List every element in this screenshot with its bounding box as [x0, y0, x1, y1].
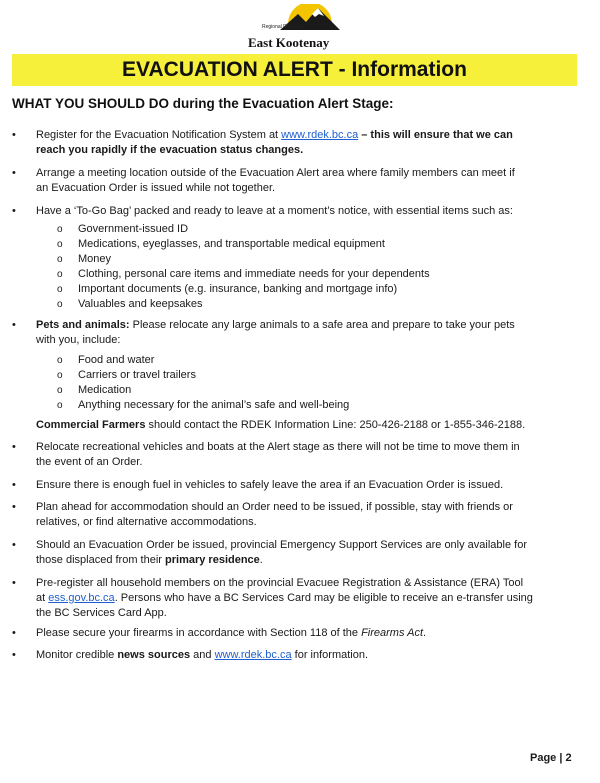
list-item-accommodation	[36, 500, 576, 530]
text: .	[259, 554, 263, 566]
text: the BC Services Card App.	[36, 607, 167, 619]
sub-list-item: Carriers or travel trailers	[78, 369, 196, 381]
logo-name: East Kootenay	[248, 35, 330, 50]
sub-bullet: o	[57, 400, 63, 411]
text: Firearms Act	[361, 627, 424, 639]
text: for information.	[291, 649, 369, 661]
text: – this will ensure that we can	[358, 129, 513, 141]
sub-bullet: o	[57, 299, 63, 310]
bullet: •	[12, 205, 16, 217]
sub-bullet: o	[57, 269, 63, 280]
text: and	[190, 649, 215, 661]
list-item-meeting	[36, 166, 576, 196]
text: Should an Evacuation Order be issued, provincial Emergency Support Services are only available for	[36, 539, 527, 551]
sub-list-item: Money	[78, 253, 112, 265]
bullet: •	[12, 627, 16, 639]
list-item-register	[36, 128, 576, 158]
text: Plan ahead for accommodation should an Order need to be issued, if possible, stay with friends or	[36, 501, 513, 513]
text: Pre-register all household members on the provincial Evacuee Registration & Assistance (ERA) Tool	[36, 577, 524, 589]
list-item-fuel	[36, 478, 576, 493]
text: Pets and animals:	[36, 319, 130, 331]
list-item-rv	[36, 440, 576, 470]
text: Please secure your firearms in accordance with Section 118 of the	[36, 627, 362, 639]
bullet: •	[12, 577, 16, 589]
bullet: •	[12, 167, 16, 179]
sub-list-item: Valuables and keepsakes	[78, 298, 203, 310]
sub-bullet: o	[57, 239, 63, 250]
rdek-logo	[240, 4, 350, 54]
list-item-togo-bag	[36, 204, 576, 219]
text: Please relocate any large animals to a safe area and prepare to take your pets	[129, 319, 515, 331]
text: . Persons who have a BC Services Card may be eligible to receive an e-transfer using	[114, 592, 533, 604]
bullet: •	[12, 441, 16, 453]
rdek-link[interactable]: www.rdek.bc.ca	[281, 129, 359, 141]
sub-list-item: Anything necessary for the animal’s safe and well-being	[78, 399, 350, 411]
mountain-sun-icon	[240, 4, 350, 38]
text: should contact the RDEK Information Line: 250-426-2188 or 1-855-346-2188.	[145, 419, 526, 431]
bullet: •	[12, 649, 16, 661]
sub-list-item: Food and water	[78, 354, 155, 366]
list-item-ess	[36, 538, 576, 568]
page-number: Page | 2	[530, 752, 572, 764]
title-banner: EVACUATION ALERT - Information	[12, 54, 577, 86]
text: at	[36, 592, 49, 604]
section-heading: WHAT YOU SHOULD DO during the Evacuation Alert Stage:	[12, 96, 394, 111]
list-item-era	[36, 576, 576, 621]
commercial-farmers-note	[36, 418, 525, 433]
text: primary residence	[165, 554, 260, 566]
sub-bullet: o	[57, 385, 63, 396]
text: Arrange a meeting location outside of the Evacuation Alert area where family members can meet if	[36, 167, 515, 179]
sub-bullet: o	[57, 370, 63, 381]
text: Register for the Evacuation Notification System at	[36, 129, 282, 141]
sub-bullet: o	[57, 284, 63, 295]
sub-bullet: o	[57, 254, 63, 265]
sub-bullet: o	[57, 224, 63, 235]
ess-link[interactable]: ess.gov.bc.ca	[48, 592, 115, 604]
logo-org-line: Regional District of	[262, 24, 304, 30]
text: Have a ‘To-Go Bag’ packed and ready to leave at a moment’s notice, with essential items such as:	[36, 205, 513, 217]
sub-list-item: Government-issued ID	[78, 223, 189, 235]
list-item-news	[36, 648, 576, 663]
text: .	[423, 627, 427, 639]
bullet: •	[12, 129, 16, 141]
text: the event of an Order.	[36, 456, 143, 468]
sub-list-item: Important documents (e.g. insurance, banking and mortgage info)	[78, 283, 398, 295]
text: Relocate recreational vehicles and boats at the Alert stage as there will not be time to move them in	[36, 441, 520, 453]
sub-list-item: Medications, eyeglasses, and transportable medical equipment	[78, 238, 385, 250]
text: Monitor credible	[36, 649, 118, 661]
text: Commercial Farmers	[36, 419, 146, 431]
sub-bullet: o	[57, 355, 63, 366]
text: those displaced from their	[36, 554, 166, 566]
text: news sources	[117, 649, 191, 661]
text: relatives, or find alternative accommodations.	[36, 516, 257, 528]
text: Ensure there is enough fuel in vehicles to safely leave the area if an Evacuation Order is issued.	[36, 479, 504, 491]
text: with you, include:	[36, 334, 121, 346]
text: an Evacuation Order is issued while not together.	[36, 182, 276, 194]
sub-list-item: Clothing, personal care items and immediate needs for your dependents	[78, 268, 430, 280]
text: reach you rapidly if the evacuation status changes.	[36, 144, 304, 156]
sub-list-item: Medication	[78, 384, 132, 396]
list-item-firearms	[36, 626, 576, 641]
bullet: •	[12, 479, 16, 491]
bullet: •	[12, 539, 16, 551]
rdek-link[interactable]: www.rdek.bc.ca	[214, 649, 292, 661]
list-item-pets	[36, 318, 576, 348]
bullet: •	[12, 501, 16, 513]
bullet: •	[12, 319, 16, 331]
